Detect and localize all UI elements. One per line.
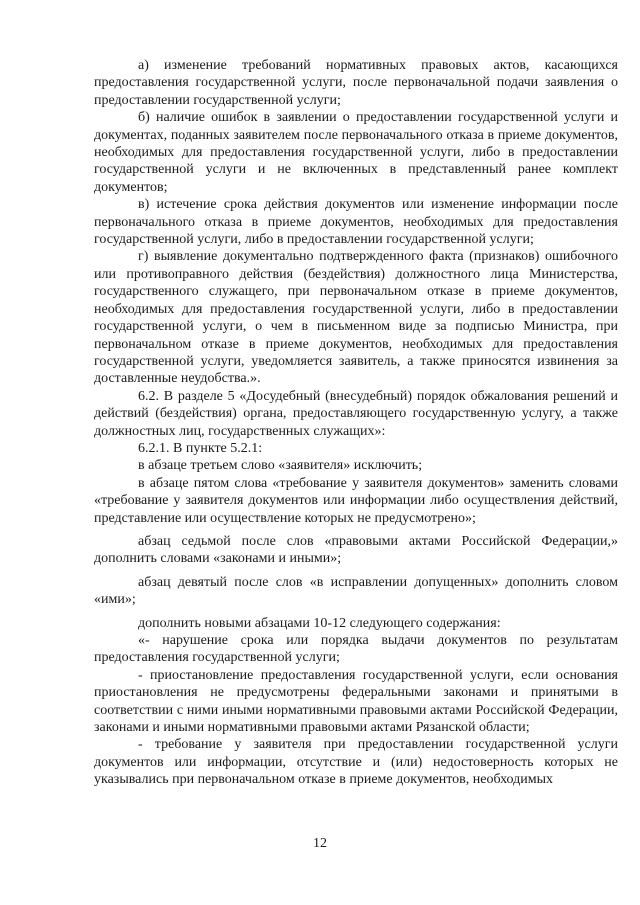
paragraph-6-2: 6.2. В разделе 5 «Досудебный (внесудебный) порядок обжалования решений и действий (бездействия) органа, предоставляющего государственную услугу, а также должностных лиц, государственных служащих»: <box>94 388 618 439</box>
paragraph-abzac-9: абзац девятый после слов «в исправлении допущенных» дополнить словом «ими»; <box>94 574 618 608</box>
paragraph-add-new: дополнить новыми абзацами 10-12 следующего содержания: <box>138 615 501 631</box>
paragraph-abzac-3: в абзаце третьем слово «заявителя» исключить; <box>138 458 423 474</box>
paragraph-b: б) наличие ошибок в заявлении о предоставлении государственной услуги и документах, поданных заявителем после первоначального отказа в приеме документов, необходимых для предоставления государственной услуги, либо в предоставлении государственной услуги и не включенных в представленный ранее комплект документов; <box>94 110 618 195</box>
paragraph-v: в) истечение срока действия документов или изменение информации после первоначального отказа в приеме документов, необходимых для предоставления государственной услуги, либо в предоставлении государственной услуги; <box>94 197 618 248</box>
paragraph-new-12: - требование у заявителя при предоставлении государственной услуги документов или информации, отсутствие и (или) недостоверность которых не указывались при первоначальном отказе в приеме документов, необходимых <box>94 737 618 788</box>
paragraph-a: а) изменение требований нормативных правовых актов, касающихся предоставления государственной услуги, после первоначальной подачи заявления о предоставлении государственной услуги; <box>94 58 618 108</box>
paragraph-abzac-7: абзац седьмой после слов «правовыми актами Российской Федерации,» дополнить словами «законами и иными»; <box>94 533 618 567</box>
paragraph-g: г) выявление документально подтвержденного факта (признаков) ошибочного или противоправного действия (бездействия) должностного лица Министерства, государственного служащего, при первоначальном отказе в приеме документов, необходимых для предоставления государственной услуги, либо в предоставлении государственной услуги, о чем в письменном виде за подписью Министра, при первоначальном отказе в приеме документов, необходимых для предоставления государственной услуги, уведомляется заявитель, а также приносятся извинения за доставленные неудобства.». <box>94 249 618 387</box>
paragraph-abzac-5: в абзаце пятом слова «требование у заявителя документов» заменить словами «требование у заявителя документов или информации либо осуществления действий, представление или осуществление которых не предусмотрено»; <box>94 475 618 526</box>
paragraph-new-10: «- нарушение срока или порядка выдачи документов по результатам предоставления государственной услуги; <box>94 633 618 666</box>
paragraph-6-2-1: 6.2.1. В пункте 5.2.1: <box>138 440 263 456</box>
page-number: 12 <box>313 836 327 851</box>
document-body <box>94 57 618 789</box>
paragraph-new-11: - приостановление предоставления государственной услуги, если основания приостановления не предусмотрены федеральными законами и принятыми в соответствии с ними иными нормативными правовыми актами Российской Федерации, законами и иными нормативными правовыми актами Рязанской области; <box>94 667 618 736</box>
